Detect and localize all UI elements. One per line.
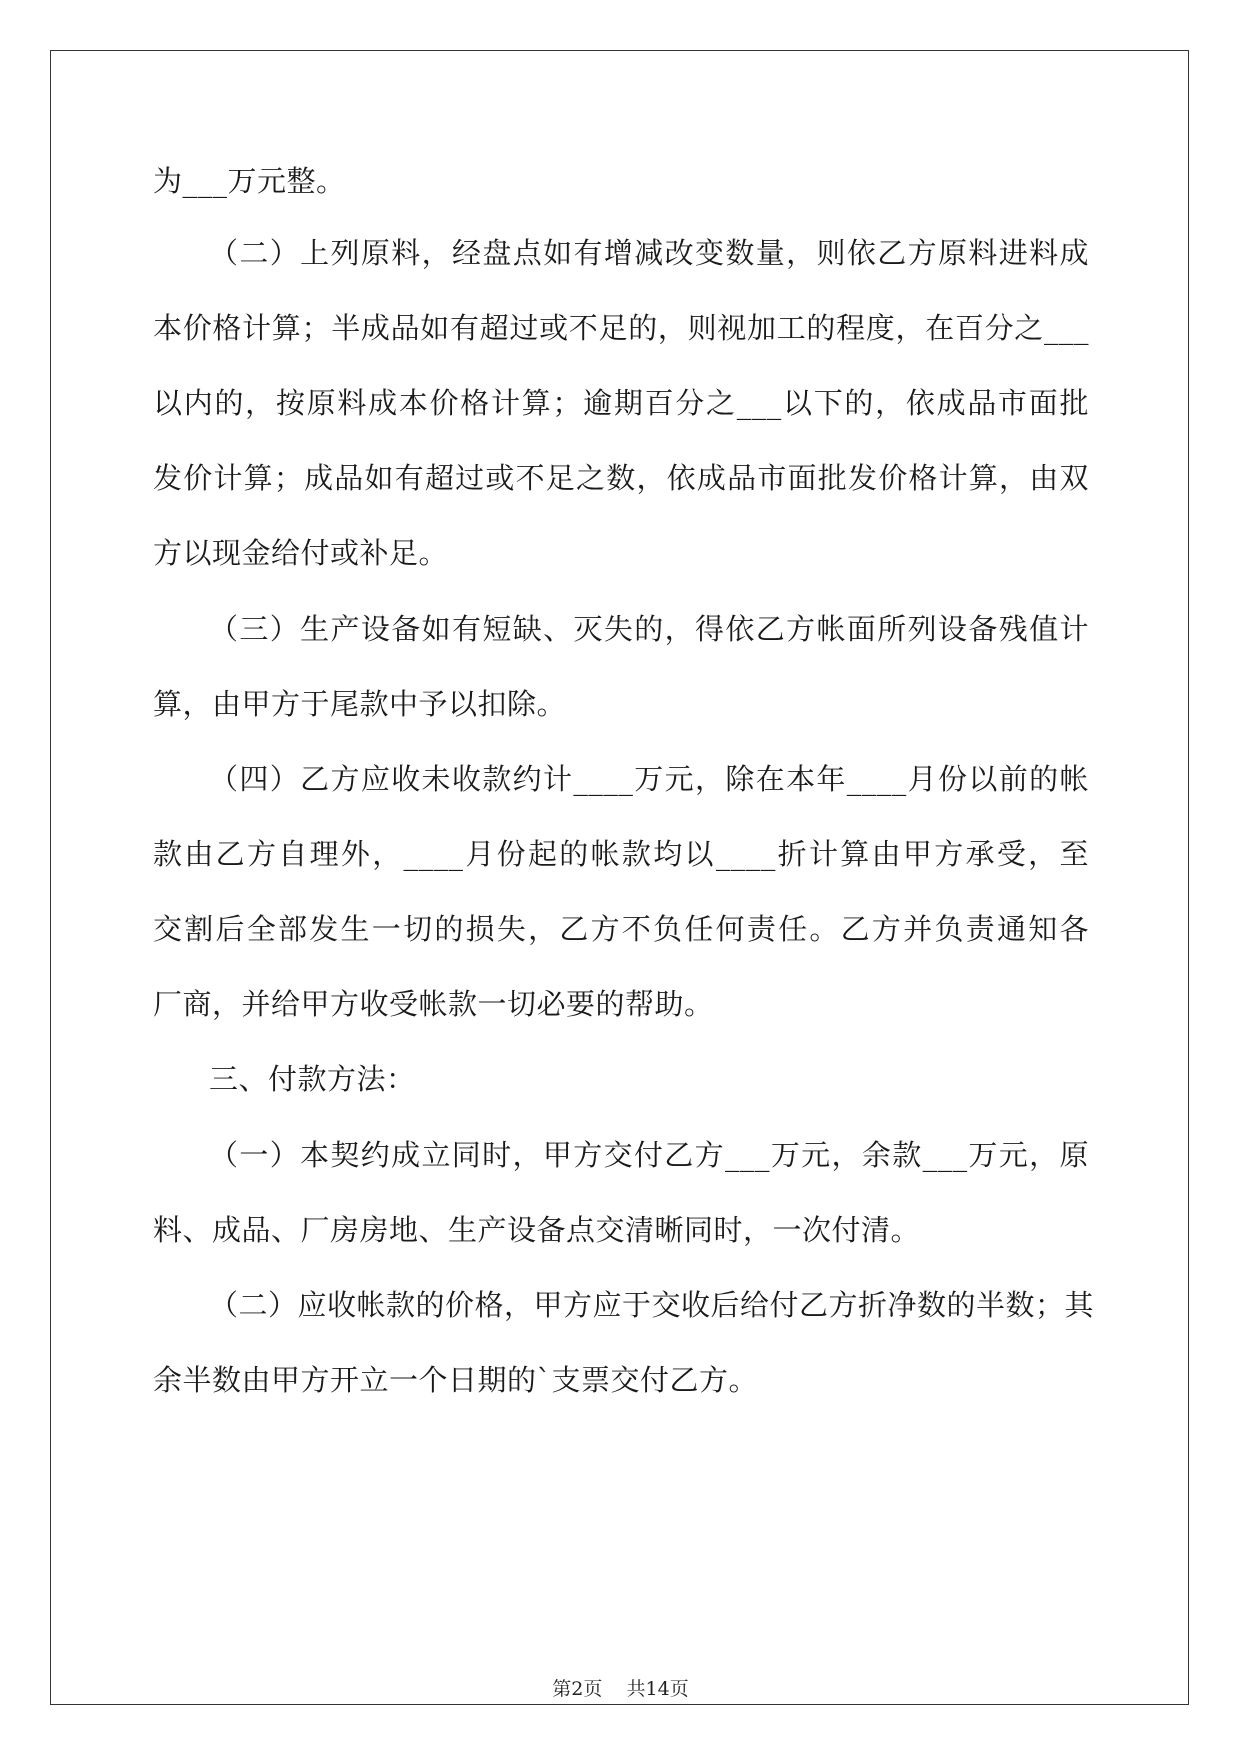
text-line: 厂商，并给甲方收受帐款一切必要的帮助。 [153, 987, 714, 1021]
section-heading: 三、付款方法： [209, 1062, 416, 1096]
text-line: 为___万元整。 [153, 164, 346, 198]
text-line: 以内的，按原料成本价格计算；逾期百分之___以下的，依成品市面批 [153, 386, 1089, 420]
text-line: （二）上列原料，经盘点如有增减改变数量，则依乙方原料进料成 [209, 236, 1089, 270]
text-line: （四）乙方应收未收款约计____万元，除在本年____月份以前的帐 [209, 762, 1089, 796]
text-line: 本价格计算；半成品如有超过或不足的，则视加工的程度，在百分之___ [153, 311, 1089, 345]
text-line: 料、成品、厂房房地、生产设备点交清晰同时，一次付清。 [153, 1213, 921, 1247]
page-number: 第2页 [552, 1678, 603, 1700]
text-line: （二）应收帐款的价格，甲方应于交收后给付乙方折净数的半数；其 [209, 1288, 1095, 1322]
text-line: 交割后全部发生一切的损失，乙方不负任何责任。乙方并负责通知各 [153, 912, 1089, 946]
text-line: （一）本契约成立同时，甲方交付乙方___万元，余款___万元，原 [209, 1138, 1089, 1172]
page-border [50, 50, 1189, 1705]
text-line: （三）生产设备如有短缺、灭失的，得依乙方帐面所列设备残值计 [209, 612, 1089, 646]
page-footer [0, 1678, 1241, 1700]
text-line: 款由乙方自理外，____月份起的帐款均以____折计算由甲方承受，至 [153, 837, 1089, 871]
text-line: 算，由甲方于尾款中予以扣除。 [153, 687, 567, 721]
text-line: 方以现金给付或补足。 [153, 536, 449, 570]
text-line: 发价计算；成品如有超过或不足之数，依成品市面批发价格计算，由双 [153, 461, 1089, 495]
page-total: 共14页 [626, 1678, 689, 1700]
text-line: 余半数由甲方开立一个日期的`支票交付乙方。 [153, 1363, 759, 1397]
